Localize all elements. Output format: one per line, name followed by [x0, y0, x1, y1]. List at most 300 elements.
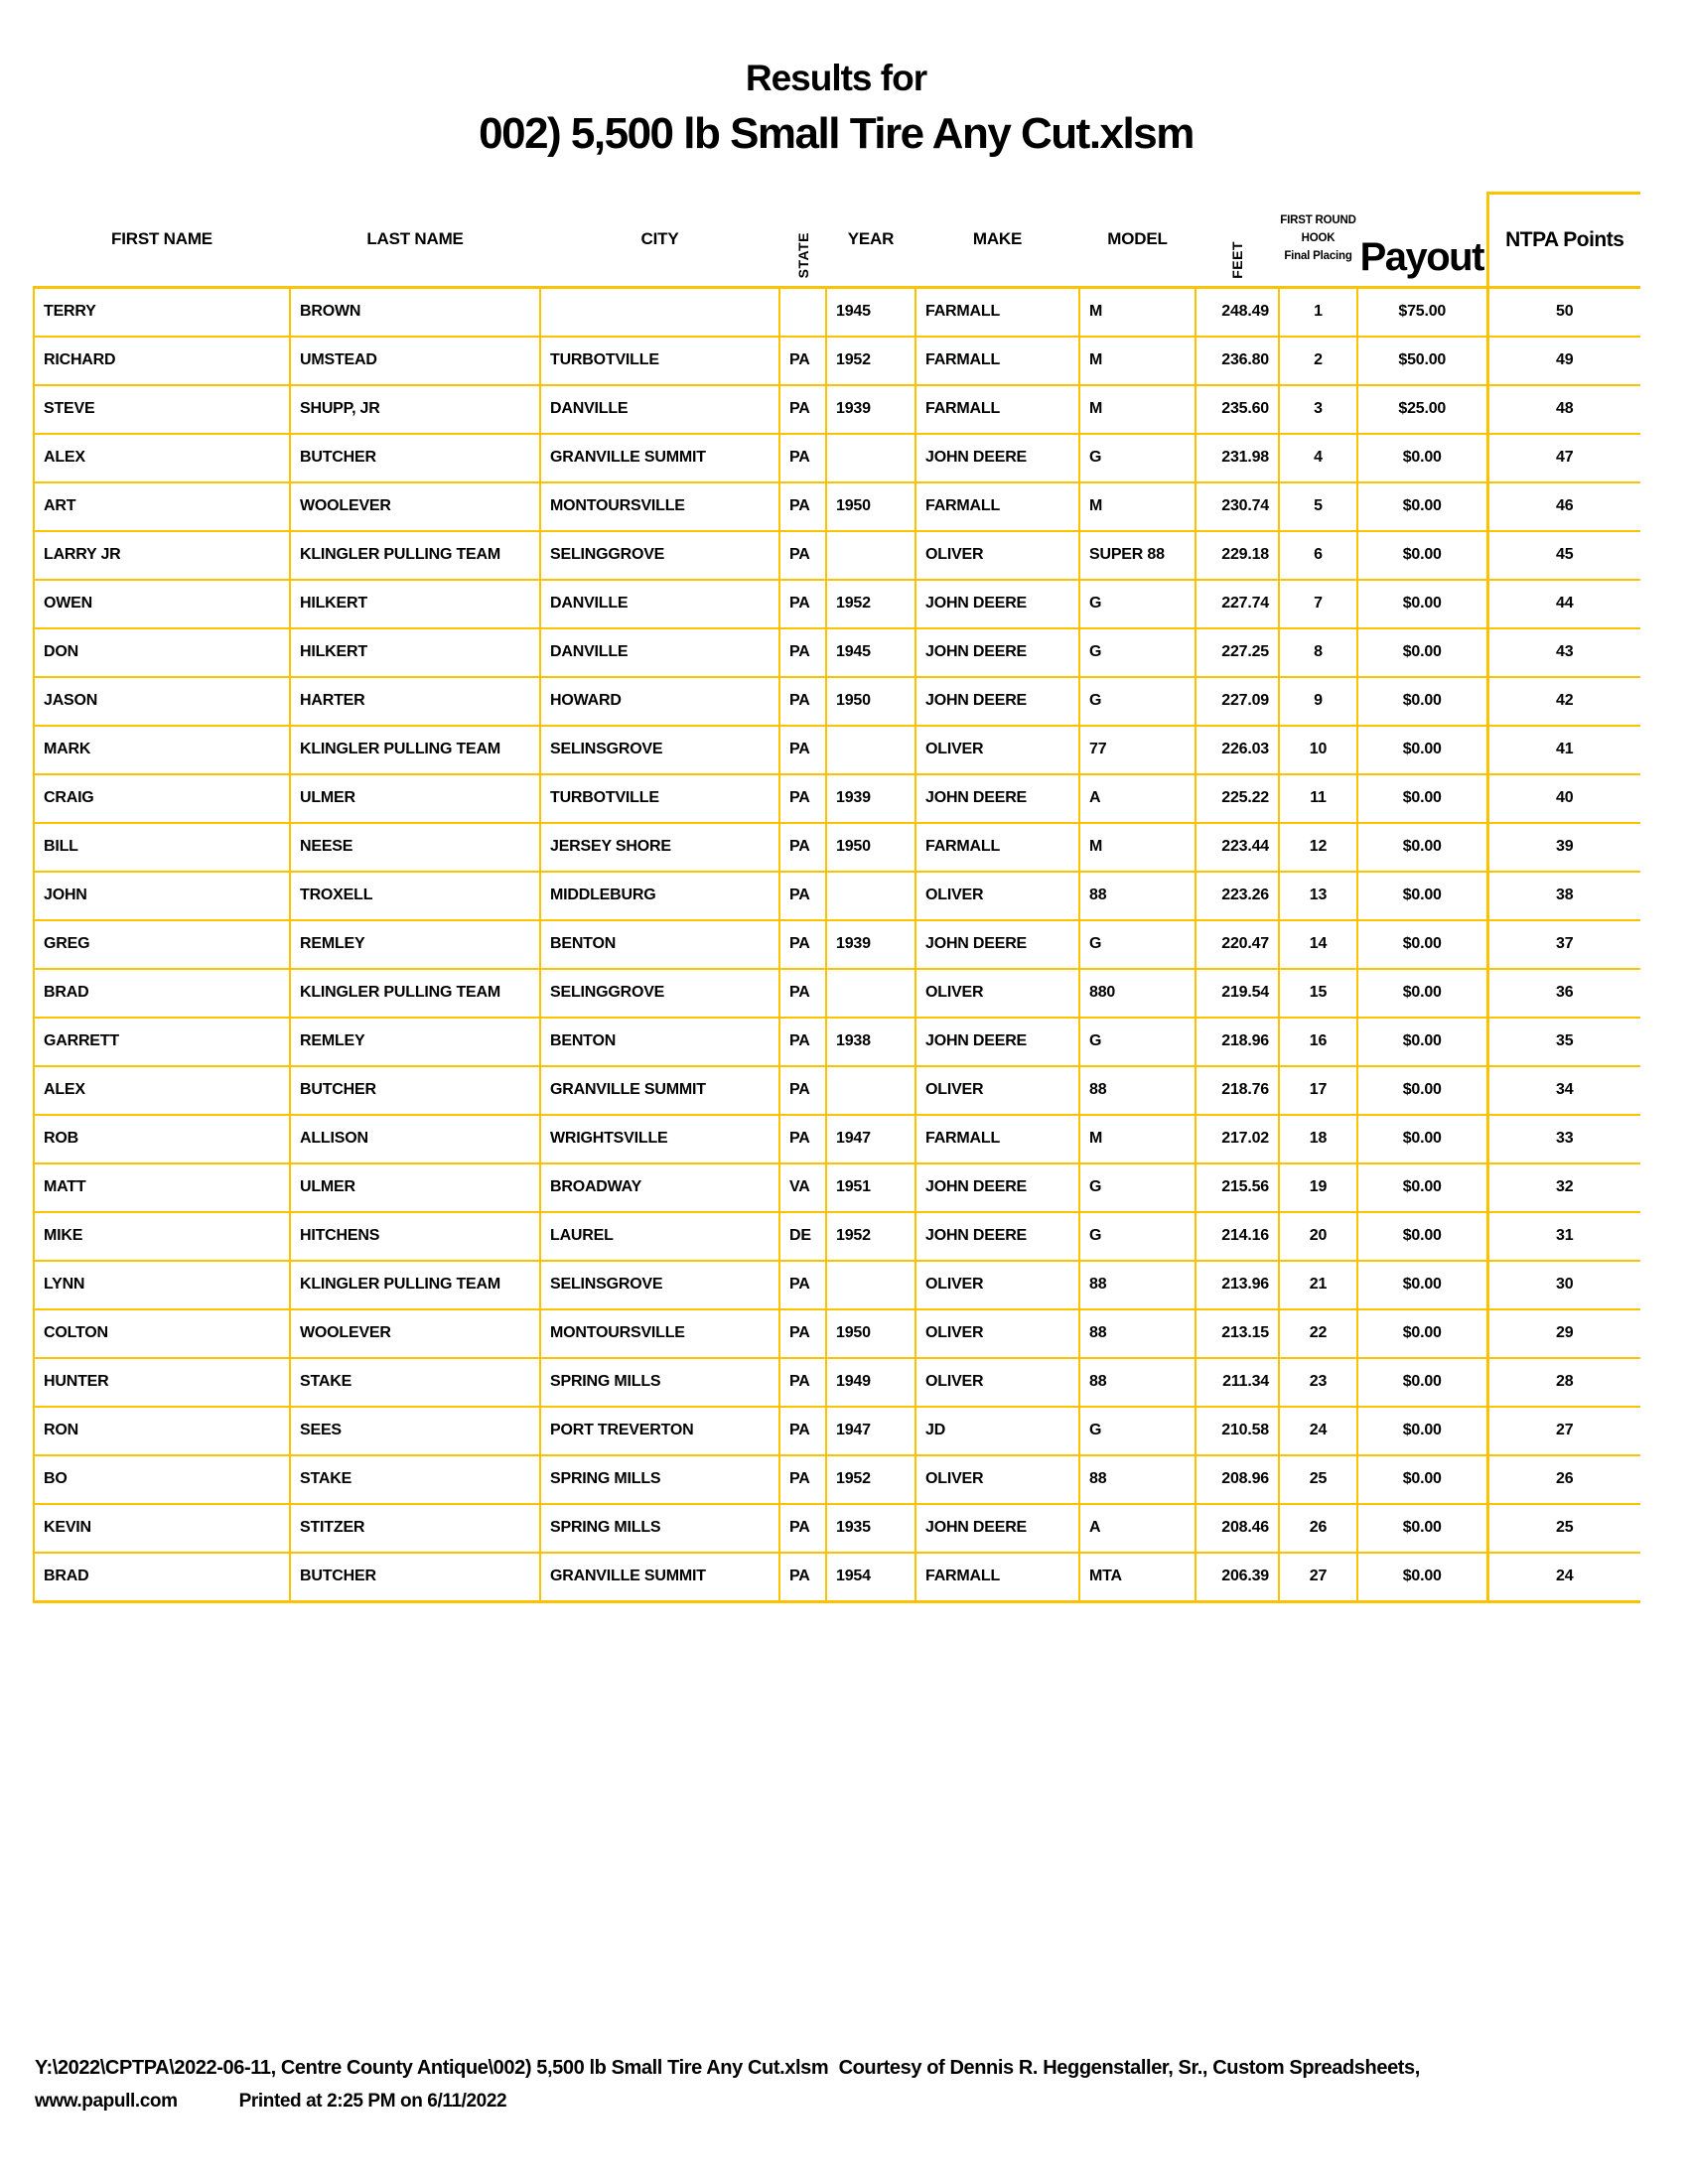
cell-first-name: BRAD — [34, 1553, 290, 1602]
cell-model: SUPER 88 — [1079, 531, 1196, 580]
cell-feet: 223.44 — [1196, 823, 1279, 872]
cell-ntpa-points: 35 — [1487, 1018, 1640, 1066]
cell-final-placing: 11 — [1279, 774, 1357, 823]
header-first-name: FIRST NAME — [111, 229, 212, 248]
table-row — [34, 1163, 1640, 1212]
cell-make: FARMALL — [915, 337, 1079, 385]
cell-ntpa-points: 36 — [1487, 969, 1640, 1018]
cell-final-placing: 13 — [1279, 872, 1357, 920]
cell-first-name: ALEX — [34, 1066, 290, 1115]
cell-feet: 213.96 — [1196, 1261, 1279, 1309]
cell-year — [826, 1261, 915, 1309]
cell-payout: $0.00 — [1357, 677, 1487, 726]
cell-payout: $0.00 — [1357, 774, 1487, 823]
cell-final-placing: 7 — [1279, 580, 1357, 628]
cell-make: FARMALL — [915, 385, 1079, 434]
table-body — [34, 287, 1640, 1601]
cell-year: 1945 — [826, 287, 915, 337]
cell-state: PA — [779, 628, 826, 677]
cell-city: SELINSGROVE — [540, 726, 779, 774]
cell-first-name: BILL — [34, 823, 290, 872]
cell-make: JD — [915, 1407, 1079, 1455]
cell-year — [826, 1066, 915, 1115]
cell-feet: 218.76 — [1196, 1066, 1279, 1115]
cell-make: OLIVER — [915, 1261, 1079, 1309]
cell-model: 88 — [1079, 1066, 1196, 1115]
cell-ntpa-points: 41 — [1487, 726, 1640, 774]
cell-city: DANVILLE — [540, 580, 779, 628]
cell-year — [826, 726, 915, 774]
cell-last-name: WOOLEVER — [290, 482, 540, 531]
cell-state: PA — [779, 1407, 826, 1455]
cell-first-name: RICHARD — [34, 337, 290, 385]
cell-year: 1951 — [826, 1163, 915, 1212]
cell-city: SPRING MILLS — [540, 1455, 779, 1504]
cell-feet: 217.02 — [1196, 1115, 1279, 1163]
cell-ntpa-points: 25 — [1487, 1504, 1640, 1553]
header-last-name: LAST NAME — [366, 229, 464, 248]
cell-final-placing: 21 — [1279, 1261, 1357, 1309]
cell-make: JOHN DEERE — [915, 1163, 1079, 1212]
table-row — [34, 1358, 1640, 1407]
cell-model: G — [1079, 677, 1196, 726]
footer-line2 — [35, 2091, 1663, 2113]
cell-last-name: BUTCHER — [290, 1066, 540, 1115]
cell-final-placing: 10 — [1279, 726, 1357, 774]
cell-state — [779, 287, 826, 337]
cell-year: 1945 — [826, 628, 915, 677]
cell-final-placing: 25 — [1279, 1455, 1357, 1504]
cell-first-name: JASON — [34, 677, 290, 726]
cell-first-name: TERRY — [34, 287, 290, 337]
cell-payout: $0.00 — [1357, 628, 1487, 677]
cell-final-placing: 5 — [1279, 482, 1357, 531]
cell-state: PA — [779, 1455, 826, 1504]
cell-state: PA — [779, 1115, 826, 1163]
cell-year: 1952 — [826, 1455, 915, 1504]
cell-feet: 231.98 — [1196, 434, 1279, 482]
cell-model: MTA — [1079, 1553, 1196, 1602]
cell-final-placing: 18 — [1279, 1115, 1357, 1163]
cell-payout: $0.00 — [1357, 823, 1487, 872]
cell-first-name: MARK — [34, 726, 290, 774]
cell-year: 1938 — [826, 1018, 915, 1066]
cell-last-name: HILKERT — [290, 628, 540, 677]
cell-feet: 219.54 — [1196, 969, 1279, 1018]
cell-ntpa-points: 37 — [1487, 920, 1640, 969]
cell-ntpa-points: 38 — [1487, 872, 1640, 920]
cell-last-name: HARTER — [290, 677, 540, 726]
cell-model: G — [1079, 580, 1196, 628]
table-row — [34, 580, 1640, 628]
cell-last-name: KLINGLER PULLING TEAM — [290, 1261, 540, 1309]
cell-payout: $75.00 — [1357, 287, 1487, 337]
cell-final-placing: 22 — [1279, 1309, 1357, 1358]
cell-state: VA — [779, 1163, 826, 1212]
cell-city: SELINSGROVE — [540, 1261, 779, 1309]
cell-year: 1939 — [826, 774, 915, 823]
cell-state: PA — [779, 1309, 826, 1358]
cell-model: M — [1079, 287, 1196, 337]
cell-model: G — [1079, 434, 1196, 482]
cell-make: FARMALL — [915, 287, 1079, 337]
cell-state: PA — [779, 726, 826, 774]
table-row — [34, 628, 1640, 677]
cell-feet: 214.16 — [1196, 1212, 1279, 1261]
cell-make: OLIVER — [915, 969, 1079, 1018]
cell-make: JOHN DEERE — [915, 1504, 1079, 1553]
cell-ntpa-points: 40 — [1487, 774, 1640, 823]
cell-last-name: NEESE — [290, 823, 540, 872]
cell-last-name: SEES — [290, 1407, 540, 1455]
cell-state: PA — [779, 677, 826, 726]
cell-state: PA — [779, 1018, 826, 1066]
cell-first-name: MATT — [34, 1163, 290, 1212]
cell-first-name: STEVE — [34, 385, 290, 434]
cell-state: PA — [779, 823, 826, 872]
report-title-filename: 002) 5,500 lb Small Tire Any Cut.xlsm — [479, 109, 1194, 158]
cell-year: 1935 — [826, 1504, 915, 1553]
page-footer — [35, 2057, 1663, 2113]
cell-feet: 227.09 — [1196, 677, 1279, 726]
cell-last-name: ULMER — [290, 774, 540, 823]
cell-payout: $0.00 — [1357, 726, 1487, 774]
cell-payout: $25.00 — [1357, 385, 1487, 434]
cell-last-name: REMLEY — [290, 920, 540, 969]
cell-model: G — [1079, 1212, 1196, 1261]
table-row — [34, 1066, 1640, 1115]
cell-payout: $0.00 — [1357, 920, 1487, 969]
table-row — [34, 1115, 1640, 1163]
cell-ntpa-points: 43 — [1487, 628, 1640, 677]
cell-first-name: HUNTER — [34, 1358, 290, 1407]
cell-state: PA — [779, 482, 826, 531]
cell-make: OLIVER — [915, 1309, 1079, 1358]
table-row — [34, 726, 1640, 774]
cell-state: PA — [779, 580, 826, 628]
cell-city: SPRING MILLS — [540, 1504, 779, 1553]
cell-year: 1952 — [826, 580, 915, 628]
cell-feet: 227.74 — [1196, 580, 1279, 628]
results-table — [33, 192, 1640, 1603]
cell-last-name: SHUPP, JR — [290, 385, 540, 434]
cell-state: PA — [779, 969, 826, 1018]
cell-first-name: CRAIG — [34, 774, 290, 823]
cell-payout: $0.00 — [1357, 1553, 1487, 1602]
cell-city: GRANVILLE SUMMIT — [540, 1066, 779, 1115]
cell-make: JOHN DEERE — [915, 920, 1079, 969]
cell-first-name: RON — [34, 1407, 290, 1455]
cell-final-placing: 23 — [1279, 1358, 1357, 1407]
cell-year: 1950 — [826, 1309, 915, 1358]
cell-state: PA — [779, 1504, 826, 1553]
cell-feet: 208.46 — [1196, 1504, 1279, 1553]
cell-model: 88 — [1079, 1455, 1196, 1504]
cell-first-name: MIKE — [34, 1212, 290, 1261]
cell-payout: $0.00 — [1357, 969, 1487, 1018]
cell-first-name: LYNN — [34, 1261, 290, 1309]
cell-city: SELINGGROVE — [540, 969, 779, 1018]
cell-model: G — [1079, 920, 1196, 969]
cell-city: DANVILLE — [540, 385, 779, 434]
cell-ntpa-points: 27 — [1487, 1407, 1640, 1455]
cell-ntpa-points: 45 — [1487, 531, 1640, 580]
table-row — [34, 872, 1640, 920]
cell-feet: 230.74 — [1196, 482, 1279, 531]
cell-make: JOHN DEERE — [915, 434, 1079, 482]
cell-model: 88 — [1079, 1309, 1196, 1358]
cell-model: G — [1079, 1407, 1196, 1455]
cell-ntpa-points: 50 — [1487, 287, 1640, 337]
cell-first-name: ROB — [34, 1115, 290, 1163]
cell-year: 1950 — [826, 823, 915, 872]
cell-model: M — [1079, 1115, 1196, 1163]
cell-year: 1954 — [826, 1553, 915, 1602]
cell-city: SPRING MILLS — [540, 1358, 779, 1407]
cell-feet: 248.49 — [1196, 287, 1279, 337]
cell-final-placing: 3 — [1279, 385, 1357, 434]
cell-make: FARMALL — [915, 823, 1079, 872]
cell-payout: $0.00 — [1357, 1261, 1487, 1309]
header-state: STATE — [794, 232, 811, 279]
cell-last-name: BROWN — [290, 287, 540, 337]
cell-first-name: OWEN — [34, 580, 290, 628]
cell-ntpa-points: 31 — [1487, 1212, 1640, 1261]
cell-city: MONTOURSVILLE — [540, 482, 779, 531]
cell-city: GRANVILLE SUMMIT — [540, 434, 779, 482]
cell-final-placing: 8 — [1279, 628, 1357, 677]
cell-last-name: KLINGLER PULLING TEAM — [290, 969, 540, 1018]
cell-city: TURBOTVILLE — [540, 337, 779, 385]
cell-ntpa-points: 29 — [1487, 1309, 1640, 1358]
cell-last-name: WOOLEVER — [290, 1309, 540, 1358]
cell-model: A — [1079, 1504, 1196, 1553]
cell-payout: $0.00 — [1357, 1163, 1487, 1212]
cell-model: M — [1079, 385, 1196, 434]
cell-first-name: DON — [34, 628, 290, 677]
cell-payout: $0.00 — [1357, 1309, 1487, 1358]
cell-first-name: GREG — [34, 920, 290, 969]
cell-make: OLIVER — [915, 872, 1079, 920]
footer-website: www.papull.com — [35, 2091, 178, 2112]
cell-final-placing: 14 — [1279, 920, 1357, 969]
cell-ntpa-points: 26 — [1487, 1455, 1640, 1504]
header-payout: Payout — [1359, 234, 1483, 279]
header-year: YEAR — [847, 229, 895, 248]
cell-payout: $0.00 — [1357, 1504, 1487, 1553]
cell-last-name: HILKERT — [290, 580, 540, 628]
cell-make: JOHN DEERE — [915, 677, 1079, 726]
cell-ntpa-points: 28 — [1487, 1358, 1640, 1407]
cell-feet: 215.56 — [1196, 1163, 1279, 1212]
cell-last-name: REMLEY — [290, 1018, 540, 1066]
cell-final-placing: 6 — [1279, 531, 1357, 580]
cell-final-placing: 17 — [1279, 1066, 1357, 1115]
table-row — [34, 531, 1640, 580]
cell-payout: $0.00 — [1357, 580, 1487, 628]
cell-payout: $0.00 — [1357, 1407, 1487, 1455]
cell-first-name: ALEX — [34, 434, 290, 482]
table-row — [34, 1504, 1640, 1553]
cell-model: 88 — [1079, 872, 1196, 920]
table-row — [34, 677, 1640, 726]
cell-feet: 218.96 — [1196, 1018, 1279, 1066]
cell-payout: $0.00 — [1357, 1358, 1487, 1407]
cell-feet: 227.25 — [1196, 628, 1279, 677]
cell-ntpa-points: 48 — [1487, 385, 1640, 434]
cell-year: 1949 — [826, 1358, 915, 1407]
cell-state: PA — [779, 872, 826, 920]
cell-first-name: BRAD — [34, 969, 290, 1018]
cell-model: G — [1079, 628, 1196, 677]
cell-final-placing: 12 — [1279, 823, 1357, 872]
cell-state: PA — [779, 531, 826, 580]
header-ntpa-points: NTPA Points — [1487, 194, 1640, 288]
cell-state: PA — [779, 1261, 826, 1309]
cell-model: G — [1079, 1163, 1196, 1212]
cell-first-name: LARRY JR — [34, 531, 290, 580]
cell-last-name: KLINGLER PULLING TEAM — [290, 531, 540, 580]
cell-city: BENTON — [540, 1018, 779, 1066]
cell-make: JOHN DEERE — [915, 774, 1079, 823]
cell-ntpa-points: 44 — [1487, 580, 1640, 628]
table-row — [34, 1018, 1640, 1066]
table-row — [34, 434, 1640, 482]
report-title-line1: Results for — [745, 58, 927, 98]
cell-last-name: STITZER — [290, 1504, 540, 1553]
cell-year: 1952 — [826, 1212, 915, 1261]
cell-city: GRANVILLE SUMMIT — [540, 1553, 779, 1602]
cell-city: PORT TREVERTON — [540, 1407, 779, 1455]
cell-make: OLIVER — [915, 1066, 1079, 1115]
cell-feet: 226.03 — [1196, 726, 1279, 774]
cell-state: PA — [779, 1066, 826, 1115]
cell-last-name: TROXELL — [290, 872, 540, 920]
cell-year: 1939 — [826, 385, 915, 434]
cell-ntpa-points: 49 — [1487, 337, 1640, 385]
cell-last-name: ALLISON — [290, 1115, 540, 1163]
cell-year — [826, 531, 915, 580]
table-row — [34, 1309, 1640, 1358]
cell-year — [826, 872, 915, 920]
cell-final-placing: 4 — [1279, 434, 1357, 482]
cell-payout: $0.00 — [1357, 1455, 1487, 1504]
cell-first-name: GARRETT — [34, 1018, 290, 1066]
cell-year: 1947 — [826, 1115, 915, 1163]
cell-year — [826, 969, 915, 1018]
cell-payout: $50.00 — [1357, 337, 1487, 385]
cell-ntpa-points: 42 — [1487, 677, 1640, 726]
cell-payout: $0.00 — [1357, 1066, 1487, 1115]
cell-payout: $0.00 — [1357, 872, 1487, 920]
cell-city: WRIGHTSVILLE — [540, 1115, 779, 1163]
cell-ntpa-points: 32 — [1487, 1163, 1640, 1212]
cell-final-placing: 9 — [1279, 677, 1357, 726]
cell-feet: 236.80 — [1196, 337, 1279, 385]
footer-file-path: Y:\2022\CPTPA\2022-06-11, Centre County Antique\002) 5,500 lb Small Tire Any Cut.xlsm Courtesy of Dennis R. Heggenstaller, Sr., Custom Spreadsheets, — [35, 2057, 1420, 2079]
cell-final-placing: 15 — [1279, 969, 1357, 1018]
cell-first-name: ART — [34, 482, 290, 531]
cell-feet: 206.39 — [1196, 1553, 1279, 1602]
cell-ntpa-points: 33 — [1487, 1115, 1640, 1163]
cell-state: PA — [779, 1553, 826, 1602]
table-row — [34, 969, 1640, 1018]
cell-ntpa-points: 24 — [1487, 1553, 1640, 1602]
cell-city: MONTOURSVILLE — [540, 1309, 779, 1358]
cell-last-name: KLINGLER PULLING TEAM — [290, 726, 540, 774]
cell-ntpa-points: 39 — [1487, 823, 1640, 872]
cell-final-placing: 16 — [1279, 1018, 1357, 1066]
cell-city: HOWARD — [540, 677, 779, 726]
cell-city: BROADWAY — [540, 1163, 779, 1212]
cell-feet: 229.18 — [1196, 531, 1279, 580]
cell-make: JOHN DEERE — [915, 1018, 1079, 1066]
cell-year: 1950 — [826, 677, 915, 726]
cell-last-name: UMSTEAD — [290, 337, 540, 385]
cell-model: 77 — [1079, 726, 1196, 774]
cell-feet: 223.26 — [1196, 872, 1279, 920]
header-city: CITY — [640, 229, 679, 248]
cell-model: 880 — [1079, 969, 1196, 1018]
cell-city: SELINGGROVE — [540, 531, 779, 580]
cell-city — [540, 287, 779, 337]
table-row — [34, 1407, 1640, 1455]
cell-feet: 208.96 — [1196, 1455, 1279, 1504]
cell-first-name: BO — [34, 1455, 290, 1504]
cell-model: A — [1079, 774, 1196, 823]
cell-city: MIDDLEBURG — [540, 872, 779, 920]
cell-year: 1947 — [826, 1407, 915, 1455]
table-row — [34, 1212, 1640, 1261]
cell-feet: 213.15 — [1196, 1309, 1279, 1358]
cell-final-placing: 26 — [1279, 1504, 1357, 1553]
table-row — [34, 1455, 1640, 1504]
cell-payout: $0.00 — [1357, 482, 1487, 531]
cell-make: FARMALL — [915, 1553, 1079, 1602]
cell-city: JERSEY SHORE — [540, 823, 779, 872]
cell-model: G — [1079, 1018, 1196, 1066]
table-row — [34, 287, 1640, 337]
table-row — [34, 482, 1640, 531]
cell-final-placing: 27 — [1279, 1553, 1357, 1602]
cell-city: LAUREL — [540, 1212, 779, 1261]
cell-year: 1950 — [826, 482, 915, 531]
cell-model: 88 — [1079, 1358, 1196, 1407]
table-row — [34, 1261, 1640, 1309]
cell-make: OLIVER — [915, 726, 1079, 774]
cell-city: TURBOTVILLE — [540, 774, 779, 823]
cell-make: FARMALL — [915, 1115, 1079, 1163]
cell-payout: $0.00 — [1357, 1018, 1487, 1066]
cell-make: OLIVER — [915, 1358, 1079, 1407]
cell-model: M — [1079, 482, 1196, 531]
cell-make: FARMALL — [915, 482, 1079, 531]
cell-feet: 210.58 — [1196, 1407, 1279, 1455]
cell-make: JOHN DEERE — [915, 628, 1079, 677]
cell-last-name: ULMER — [290, 1163, 540, 1212]
cell-payout: $0.00 — [1357, 434, 1487, 482]
cell-ntpa-points: 47 — [1487, 434, 1640, 482]
cell-state: PA — [779, 337, 826, 385]
cell-final-placing: 19 — [1279, 1163, 1357, 1212]
cell-final-placing: 2 — [1279, 337, 1357, 385]
footer-printed-timestamp: Printed at 2:25 PM on 6/11/2022 — [238, 2091, 507, 2112]
report-title — [33, 58, 1639, 159]
cell-ntpa-points: 46 — [1487, 482, 1640, 531]
cell-model: M — [1079, 823, 1196, 872]
cell-state: PA — [779, 920, 826, 969]
cell-city: BENTON — [540, 920, 779, 969]
